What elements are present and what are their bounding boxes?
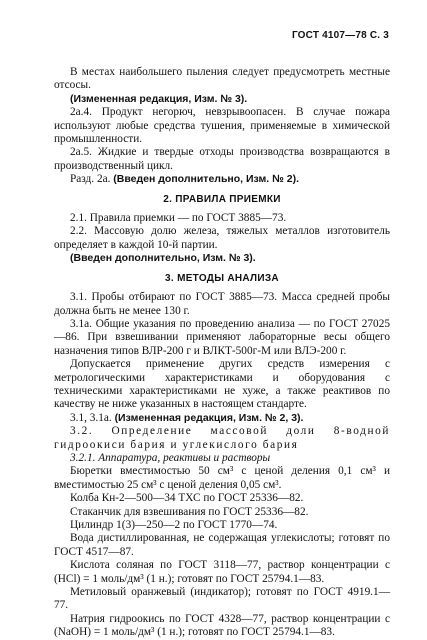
paragraph: Стаканчик для взвешивания по ГОСТ 25336—82. — [70, 505, 309, 518]
page-header: ГОСТ 4107—78 С. 3 — [291, 30, 389, 41]
subsection-subtitle: 3.2.1. Аппаратура, реактивы и растворы — [70, 451, 271, 464]
paragraph — [54, 173, 390, 186]
paragraph: В местах наибольшего пыления следует предусмотреть местные отсосы. — [54, 66, 390, 92]
paragraph: 2а.5. Жидкие и твердые отходы производства возвращаются в производственный цикл. — [54, 146, 390, 172]
document-body — [54, 66, 390, 640]
paragraph: 3.1а. Общие указания по проведению анализа — по ГОСТ 27025—86. При взвешивании применяют лабораторные весы общего назначения типов ВЛР-200 г и ВЛКТ-500г-М или ВЛЭ-200 г. — [54, 317, 390, 357]
paragraph: 2.1. Правила приемки — по ГОСТ 3885—73. — [70, 212, 287, 225]
paragraph: Метиловый оранжевый (индикатор); готовят по ГОСТ 4919.1—77. — [54, 586, 390, 612]
amendment-note: (Введен дополнительно, Изм. № 3). — [70, 252, 256, 265]
paragraph: Вода дистиллированная, не содержащая углекислоты; готовят по ГОСТ 4517—87. — [54, 532, 390, 558]
section-ref: Разд. 2а. — [70, 173, 114, 186]
paragraph: Бюретки вместимостью 50 см³ с ценой деления 0,1 см³ и вместимостью 25 см³ с ценой деления 0,05 см³. — [54, 465, 390, 491]
section-heading: 2. ПРАВИЛА ПРИЕМКИ — [163, 193, 281, 205]
paragraph: Цилиндр 1(3)—250—2 по ГОСТ 1770—74. — [70, 519, 278, 531]
section-heading: 3. МЕТОДЫ АНАЛИЗА — [165, 272, 279, 284]
paragraph: 2а.4. Продукт негорюч, невзрывоопасен. В случае пожара используют любые средства тушения, применяемые в химической промышленности. — [54, 106, 390, 146]
paragraph: Натрия гидроокись по ГОСТ 4328—77, раствор концентрации c (NaOH) = 1 моль/дм³ (1 н.); готовят по ГОСТ 25794.1—83. — [54, 612, 390, 639]
amendment-note: (Измененная редакция, Изм. № 2, 3). — [114, 411, 304, 424]
paragraph — [54, 412, 390, 425]
paragraph: 2.2. Массовую долю железа, тяжелых металлов изготовитель определяет в каждой 10-й партии. — [54, 225, 390, 251]
amendment-note: (Измененная редакция, Изм. № 3). — [70, 92, 248, 105]
paragraph: 3.1. Пробы отбирают по ГОСТ 3885—73. Масса средней пробы должна быть не менее 130 г. — [54, 291, 390, 317]
paragraph: Колба Кн-2—500—34 ТХС по ГОСТ 25336—82. — [70, 492, 304, 505]
paragraph: Кислота соляная по ГОСТ 3118—77, раствор концентрации c (HCl) = 1 моль/дм³ (1 н.); готовят по ГОСТ 25794.1—83. — [54, 559, 390, 585]
paragraph: Допускается применение других средств измерения с метрологическими характеристиками и оборудования с техническими характеристиками не хуже, а также реактивов по качеству не ниже указанных в настоящем стандарте. — [54, 358, 390, 411]
amendment-note: (Введен дополнительно, Изм. № 2). — [113, 173, 299, 186]
subsection-title: 3.2. Определение массовой доли 8-водной гидроокиси бария и углекислого бария — [54, 425, 390, 451]
clause-ref: 3.1, 3.1а. — [70, 411, 115, 424]
